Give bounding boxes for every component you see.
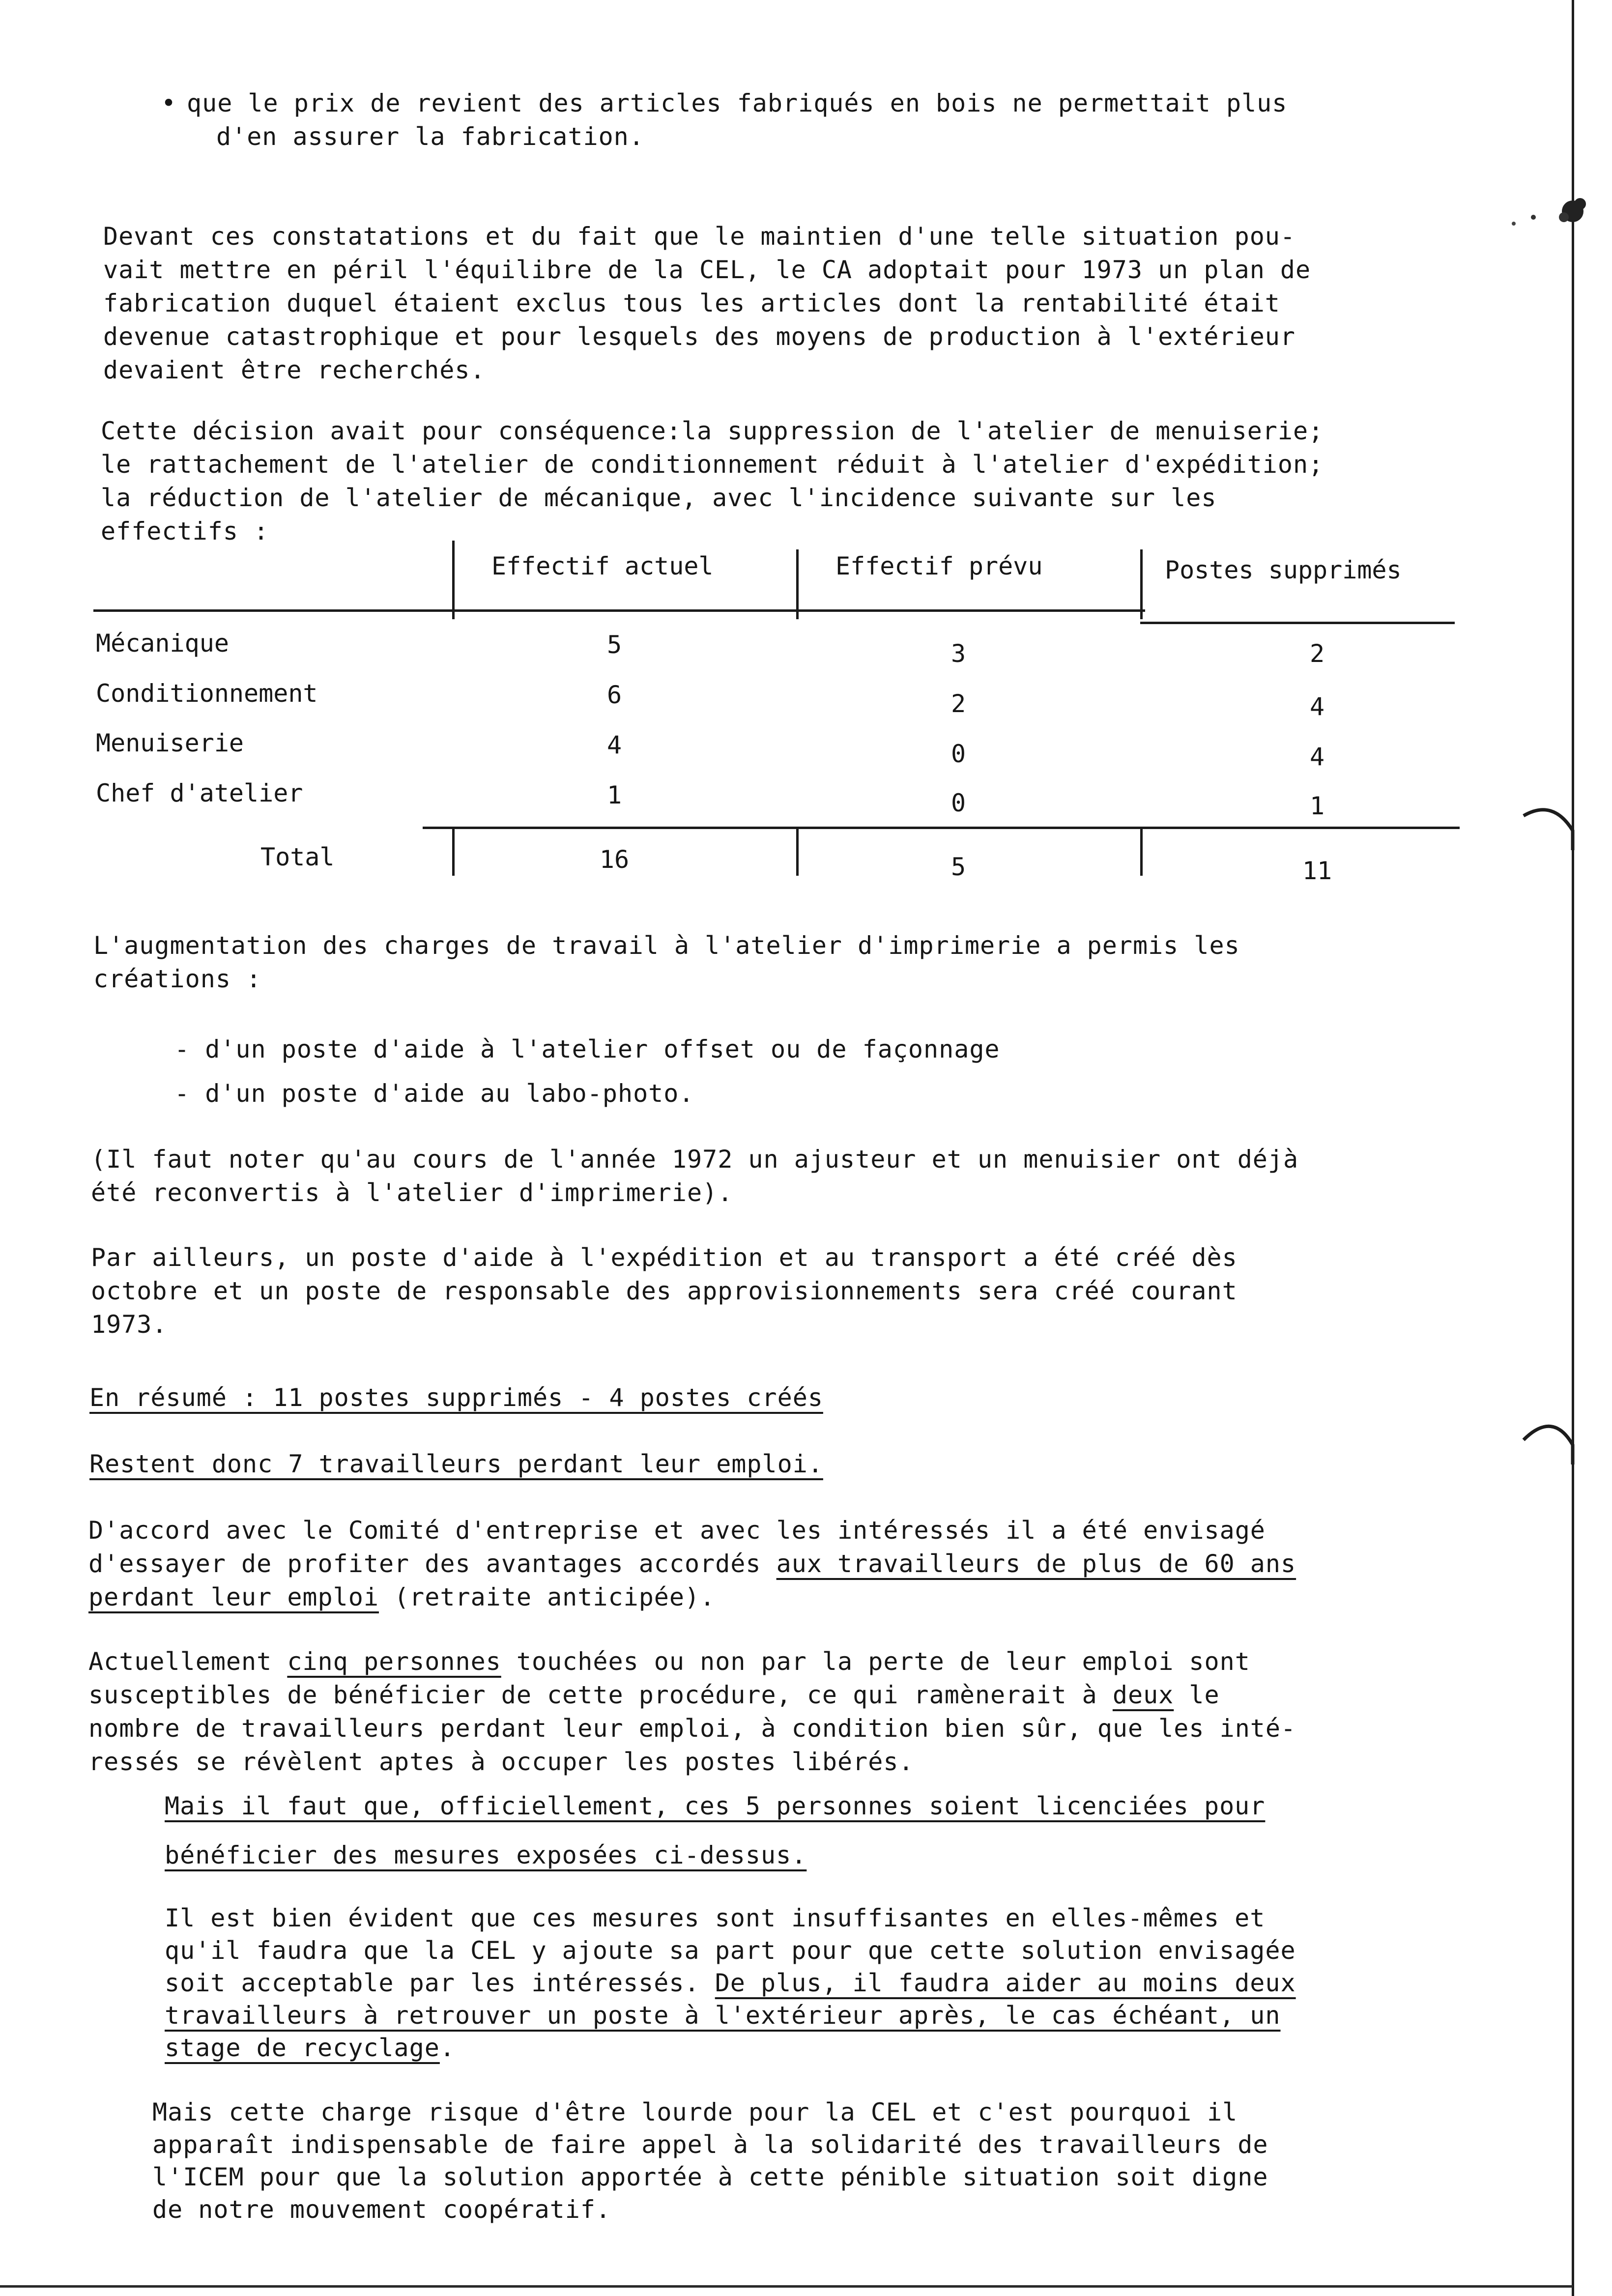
underlined-text: travailleurs à retrouver un poste à l'extérieur après, le cas échéant, un	[165, 2001, 1281, 2030]
text-line: (Il faut noter qu'au cours de l'année 1972 un ajusteur et un menuisier ont déjà	[91, 1145, 1299, 1174]
cell-prevu: 3	[950, 639, 966, 668]
intro-bullet	[161, 86, 1288, 153]
text-line: octobre et un poste de responsable des approvisionnements sera créé courant	[91, 1277, 1238, 1305]
text-line: Par ailleurs, un poste d'aide à l'expédition et au transport a été créé dès	[91, 1243, 1238, 1272]
creations-list	[174, 1027, 1000, 1116]
text-line: nombre de travailleurs perdant leur emploi, à condition bien sûr, que les inté-	[88, 1714, 1296, 1743]
paragraph-plan-fabrication	[103, 220, 1311, 387]
column-header-effectif-prevu: Effectif prévu	[835, 552, 1043, 580]
text-line: effectifs :	[101, 517, 269, 545]
cell-prevu: 2	[950, 689, 966, 718]
text-line: fabrication duquel étaient exclus tous les articles dont la rentabilité était	[103, 289, 1280, 317]
total-supprimes: 11	[1302, 857, 1332, 885]
underlined-text: aux travailleurs de plus de 60 ans	[776, 1550, 1296, 1578]
column-header-postes-supprimes: Postes supprimés	[1165, 556, 1402, 584]
cell-actuel: 4	[606, 731, 622, 759]
summary-line	[89, 1381, 823, 1414]
header-rule	[1140, 622, 1455, 624]
column-rule	[452, 827, 455, 876]
summary-line	[89, 1447, 823, 1481]
text-line: été reconvertis à l'atelier d'imprimerie).	[91, 1178, 733, 1207]
text-line: devenue catastrophique et pour lesquels des moyens de production à l'extérieur	[103, 322, 1295, 351]
text-line: la réduction de l'atelier de mécanique, avec l'incidence suivante sur les	[101, 484, 1217, 512]
bullet-dot: •	[161, 89, 177, 117]
paragraph-accord-comite	[88, 1514, 1296, 1614]
text-line: apparaît indispensable de faire appel à la solidarité des travailleurs de	[152, 2130, 1268, 2159]
text-line: le rattachement de l'atelier de conditionnement réduit à l'atelier d'expédition;	[101, 450, 1324, 479]
cell-supprimes: 4	[1309, 692, 1325, 721]
column-rule	[1140, 549, 1143, 619]
row-label: Mécanique	[96, 629, 229, 658]
paragraph-licenciement	[165, 1781, 1265, 1880]
text-line: Il est bien évident que ces mesures sont insuffisantes en elles-mêmes et	[165, 1904, 1266, 1932]
text-line: l'ICEM pour que la solution apportée à cette pénible situation soit digne	[152, 2163, 1268, 2191]
column-rule	[452, 541, 455, 619]
text-line: de notre mouvement coopératif.	[152, 2195, 611, 2224]
text-run: (retraite anticipée).	[378, 1583, 716, 1611]
text-run: soit acceptable par les intéressés.	[165, 1969, 715, 1997]
page-edge-rule	[1572, 0, 1574, 2296]
row-label: Conditionnement	[96, 679, 318, 708]
text-run: .	[439, 2034, 455, 2062]
text-line: L'augmentation des charges de travail à l'atelier d'imprimerie a permis les	[93, 931, 1240, 960]
cell-supprimes: 2	[1309, 639, 1325, 668]
cell-supprimes: 1	[1309, 792, 1325, 820]
underlined-text: stage de recyclage	[165, 2034, 440, 2062]
text-run: Actuellement	[88, 1647, 288, 1676]
text-line: Mais cette charge risque d'être lourde pour la CEL et c'est pourquoi il	[152, 2098, 1238, 2126]
column-rule	[796, 827, 799, 876]
underlined-text: cinq personnes	[287, 1647, 501, 1676]
total-actuel: 16	[599, 845, 630, 874]
text-line: vait mettre en péril l'équilibre de la CEL, le CA adoptait pour 1973 un plan de	[103, 256, 1311, 284]
summary-postes: En résumé : 11 postes supprimés - 4 postes créés	[89, 1383, 823, 1412]
staffing-table	[93, 541, 1469, 885]
paragraph-note-1972	[91, 1143, 1298, 1209]
text-run: le	[1174, 1681, 1220, 1709]
binder-hole-mark-lower	[1519, 1415, 1578, 1469]
cell-actuel: 1	[606, 781, 622, 809]
paragraph-consequence	[101, 414, 1324, 548]
cell-prevu: 0	[950, 740, 966, 768]
header-rule	[93, 609, 1145, 612]
row-label: Chef d'atelier	[96, 779, 303, 807]
text-line: D'accord avec le Comité d'entreprise et avec les intéressés il a été envisagé	[88, 1516, 1266, 1545]
text-line: 1973.	[91, 1310, 168, 1339]
list-item: - d'un poste d'aide au labo-photo.	[174, 1079, 694, 1108]
underlined-text: deux	[1112, 1681, 1174, 1709]
text-line: ressés se révèlent aptes à occuper les postes libérés.	[88, 1748, 914, 1776]
text-run: touchées ou non par la perte de leur emploi sont	[501, 1647, 1250, 1676]
cell-prevu: 0	[950, 789, 966, 817]
paragraph-expedition	[91, 1241, 1238, 1341]
underlined-line: bénéficier des mesures exposées ci-dessus.	[165, 1841, 807, 1869]
text-run: susceptibles de bénéficier de cette procédure, ce qui ramènerait à	[88, 1681, 1113, 1709]
summary-travailleurs: Restent donc 7 travailleurs perdant leur emploi.	[89, 1450, 823, 1478]
text-line: Devant ces constatations et du fait que le maintien d'une telle situation pou-	[103, 222, 1295, 251]
paragraph-mesures-insuffisantes	[165, 1902, 1296, 2064]
text-line: devaient être recherchés.	[103, 356, 486, 384]
row-label: Menuiserie	[96, 729, 244, 757]
underlined-text: De plus, il faudra aider au moins deux	[715, 1969, 1296, 1997]
paragraph-solidarite	[152, 2096, 1268, 2226]
text-run: d'essayer de profiter des avantages accordés	[88, 1550, 777, 1578]
underlined-line: Mais il faut que, officiellement, ces 5 personnes soient licenciées pour	[165, 1792, 1266, 1820]
column-rule	[796, 549, 799, 619]
total-prevu: 5	[950, 853, 966, 881]
page-bottom-rule	[0, 2285, 1573, 2288]
cell-actuel: 5	[606, 631, 622, 659]
cell-actuel: 6	[606, 681, 622, 709]
scan-speck-mark	[1494, 187, 1592, 241]
binder-hole-mark-upper	[1519, 801, 1578, 855]
intro-line: d'en assurer la fabrication.	[216, 122, 644, 151]
text-line: qu'il faudra que la CEL y ajoute sa part pour que cette solution envisagée	[165, 1936, 1296, 1965]
column-rule	[1140, 827, 1143, 876]
text-line: Cette décision avait pour conséquence:la suppression de l'atelier de menuiserie;	[101, 417, 1324, 445]
underlined-text: perdant leur emploi	[88, 1583, 379, 1611]
cell-supprimes: 4	[1309, 743, 1325, 771]
paragraph-creations	[93, 929, 1240, 996]
list-item: - d'un poste d'aide à l'atelier offset ou de façonnage	[174, 1035, 1000, 1063]
intro-line: que le prix de revient des articles fabriqués en bois ne permettait plus	[187, 89, 1288, 117]
total-rule	[423, 827, 1460, 829]
text-line: créations :	[93, 965, 262, 993]
total-label: Total	[260, 843, 335, 871]
paragraph-actuellement	[88, 1645, 1296, 1779]
column-header-effectif-actuel: Effectif actuel	[491, 552, 714, 580]
